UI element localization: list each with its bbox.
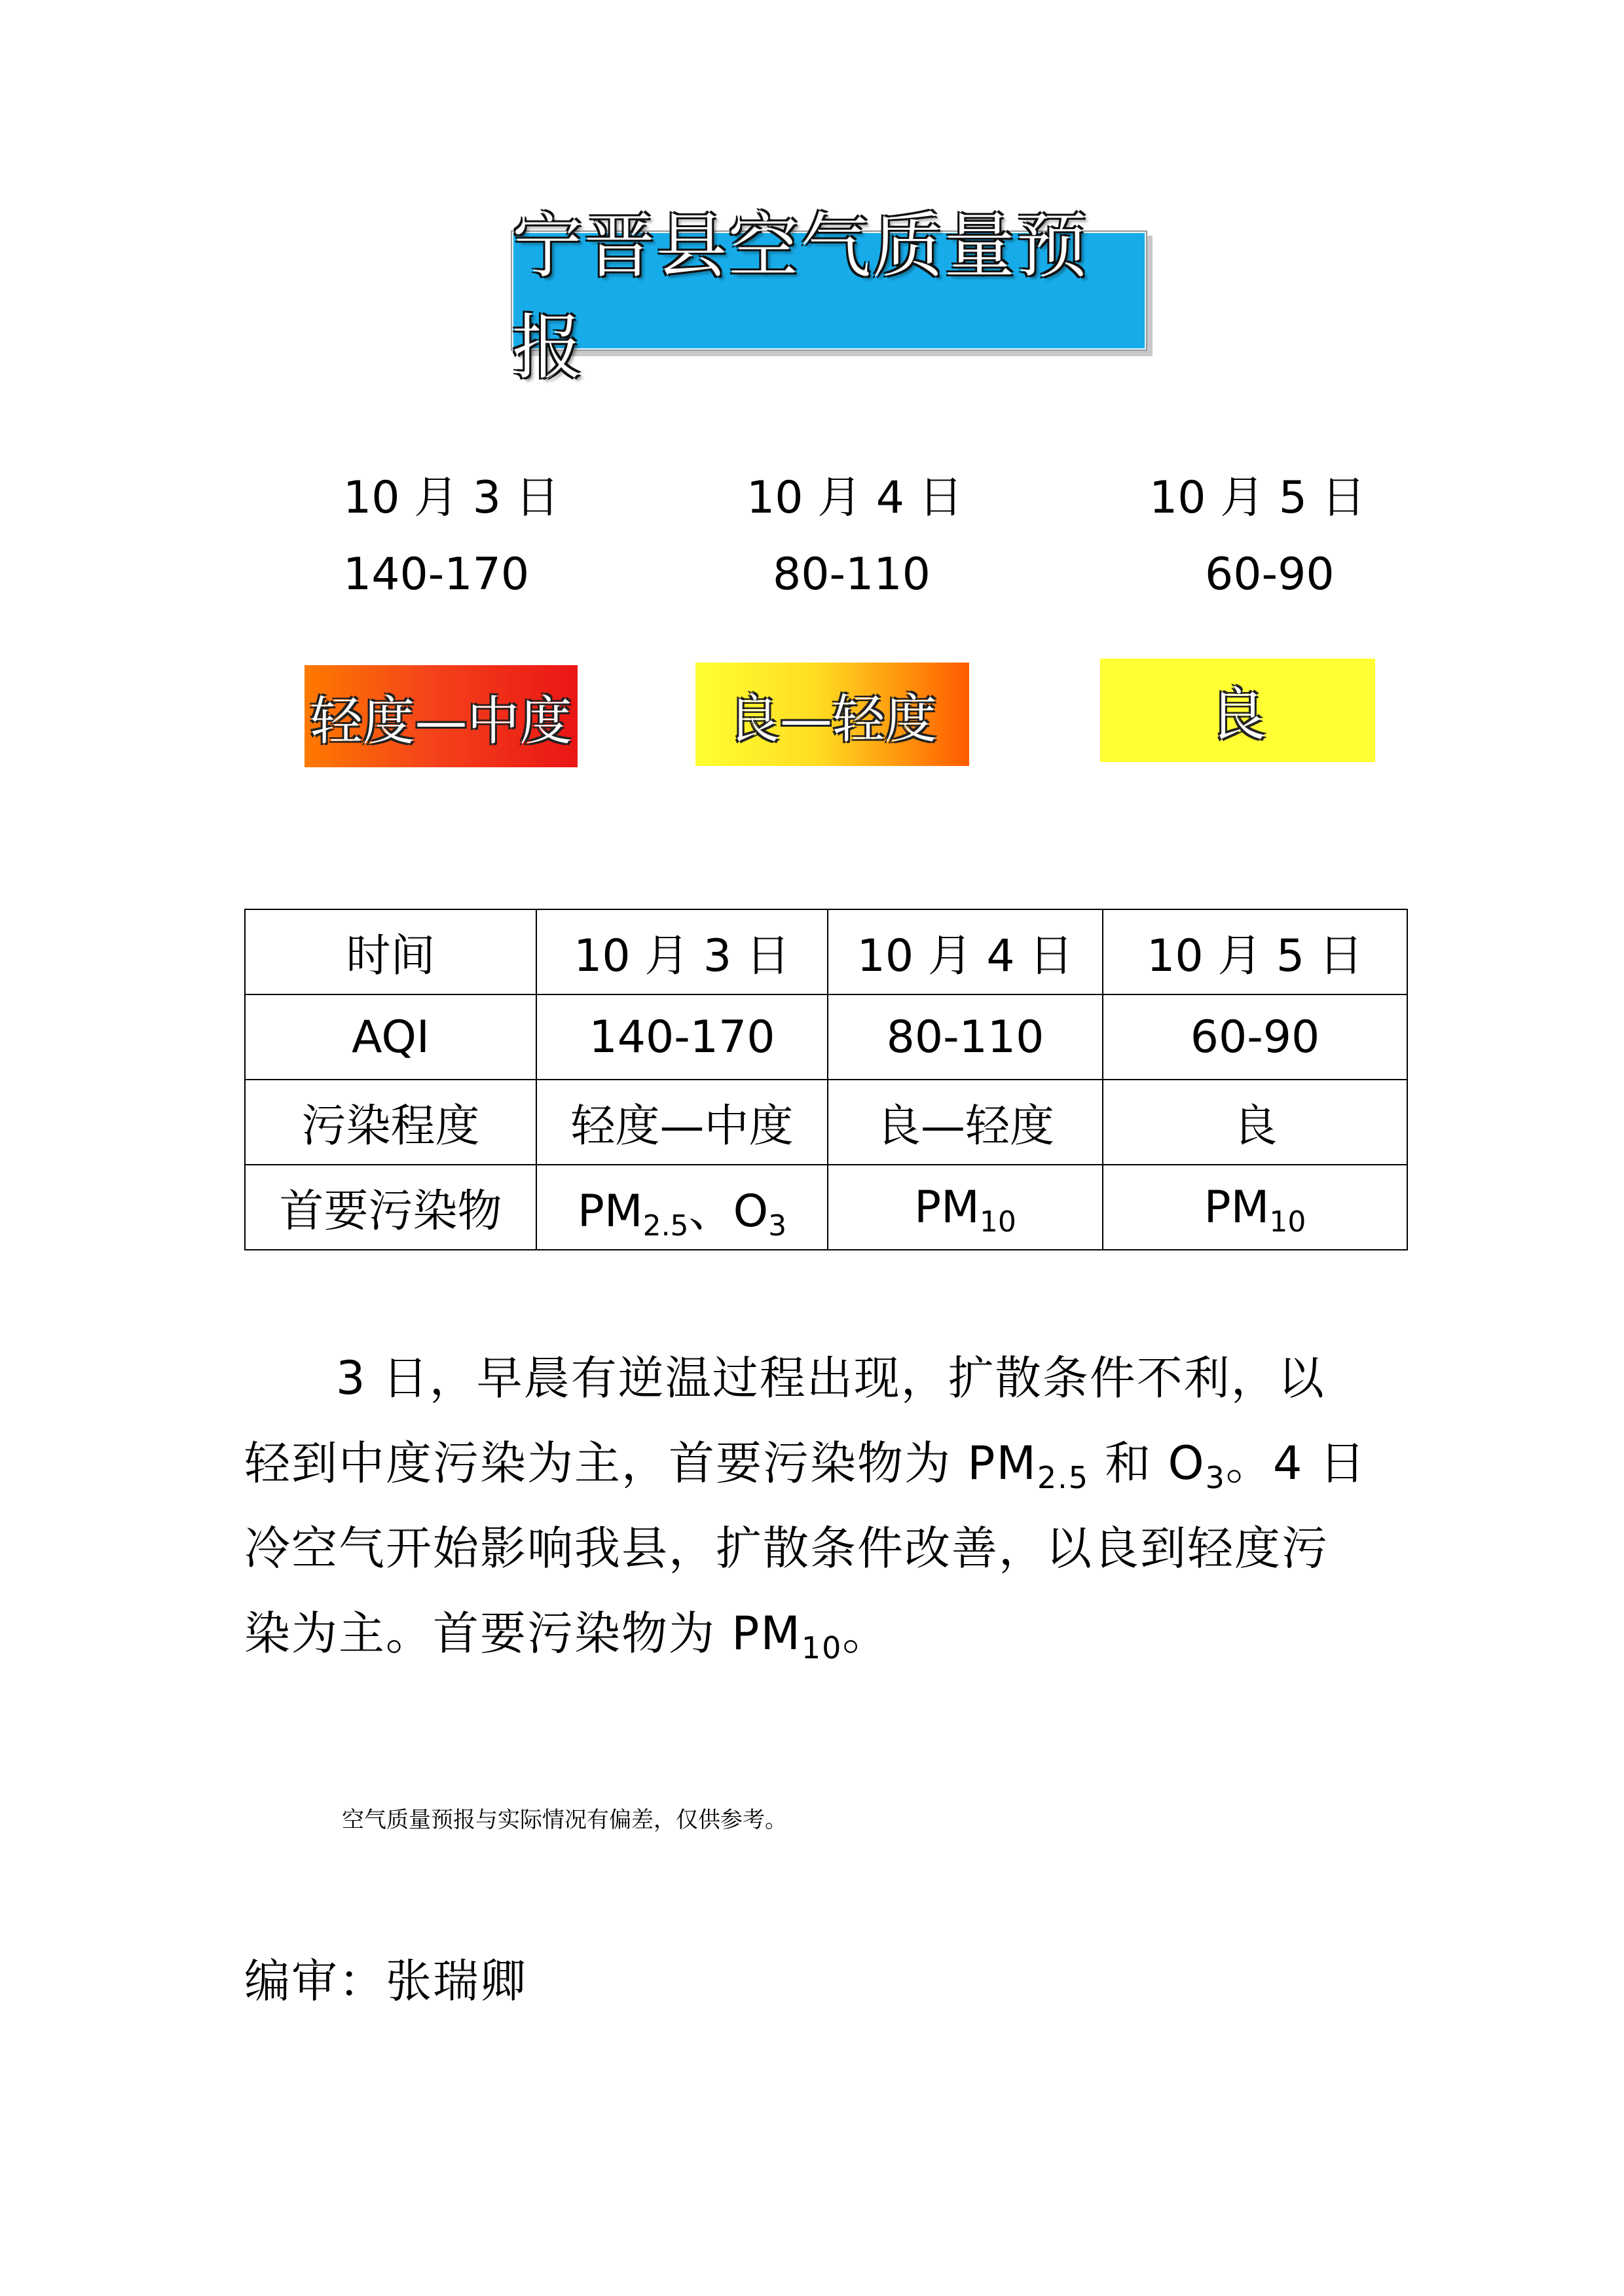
level-badge-day1 [304,665,578,767]
pollutant-text: 、O [688,1185,769,1237]
table-cell: 10 月 3 日 [536,909,828,994]
level-badge-label: 良—轻度 [728,688,937,750]
pollutant-text: PM [1204,1181,1270,1233]
pollutant-subscript: 3 [768,1209,787,1243]
table-cell: 良—轻度 [828,1080,1103,1165]
table-row [245,1165,1407,1250]
forecast-date-3: 10 月 5 日 [1149,472,1366,524]
level-badge-day3 [1100,659,1375,762]
forecast-aqi-3: 60-90 [1205,549,1335,600]
pollutant-subscript: 10 [1269,1205,1306,1239]
editor-credit: 编审：张瑞卿 [244,1954,527,2008]
table-cell [1103,1165,1407,1250]
forecast-table [244,909,1408,1250]
table-cell [536,1165,828,1250]
table-cell: 140-170 [536,994,828,1080]
table-cell: 轻度—中度 [536,1080,828,1165]
page-title: 宁晋县空气质量预报 [512,206,1089,389]
table-cell: 80-110 [828,994,1103,1080]
description-subscript: 10 [801,1630,843,1666]
table-cell: 时间 [245,909,536,994]
description-text: 和 O [1089,1436,1206,1490]
pollutant-text: PM [577,1185,643,1237]
pollutant-text: PM [914,1181,980,1233]
table-header-row [245,909,1407,994]
table-cell: 良 [1103,1080,1407,1165]
table-cell [828,1165,1103,1250]
table-row [245,1080,1407,1165]
pollutant-subscript: 2.5 [642,1209,689,1243]
description-text: 。 [842,1607,890,1660]
table-row [245,994,1407,1080]
table-cell: 10 月 5 日 [1103,909,1407,994]
table-cell: 污染程度 [245,1080,536,1165]
title-banner [511,206,1147,389]
forecast-aqi-2: 80-110 [773,549,931,600]
forecast-aqi-1: 140-170 [343,549,530,600]
table-cell: AQI [245,994,536,1080]
table-cell: 10 月 4 日 [828,909,1103,994]
level-badge-day2 [695,663,969,766]
table-cell: 首要污染物 [245,1165,536,1250]
forecast-date-2: 10 月 4 日 [747,472,963,524]
table-cell: 60-90 [1103,994,1407,1080]
description-subscript: 3 [1205,1460,1226,1495]
level-badge-label: 良 [1208,681,1266,748]
forecast-date-1: 10 月 3 日 [343,472,560,524]
description-subscript: 2.5 [1037,1460,1090,1495]
description-text: 3 日，早晨有逆温过程出现，扩散条件不利，以轻到中度污染为主，首要污染物为 PM [244,1351,1325,1490]
description-text: 。4 日冷空气开始影响我县，扩散条件改善，以良到轻度污染为主。首要污染物为 PM [244,1436,1367,1660]
forecast-description [244,1336,1371,1676]
disclaimer-note: 空气质量预报与实际情况有偏差，仅供参考。 [342,1807,787,1833]
pollutant-subscript: 10 [979,1205,1016,1239]
level-badge-label: 轻度—中度 [310,690,572,752]
